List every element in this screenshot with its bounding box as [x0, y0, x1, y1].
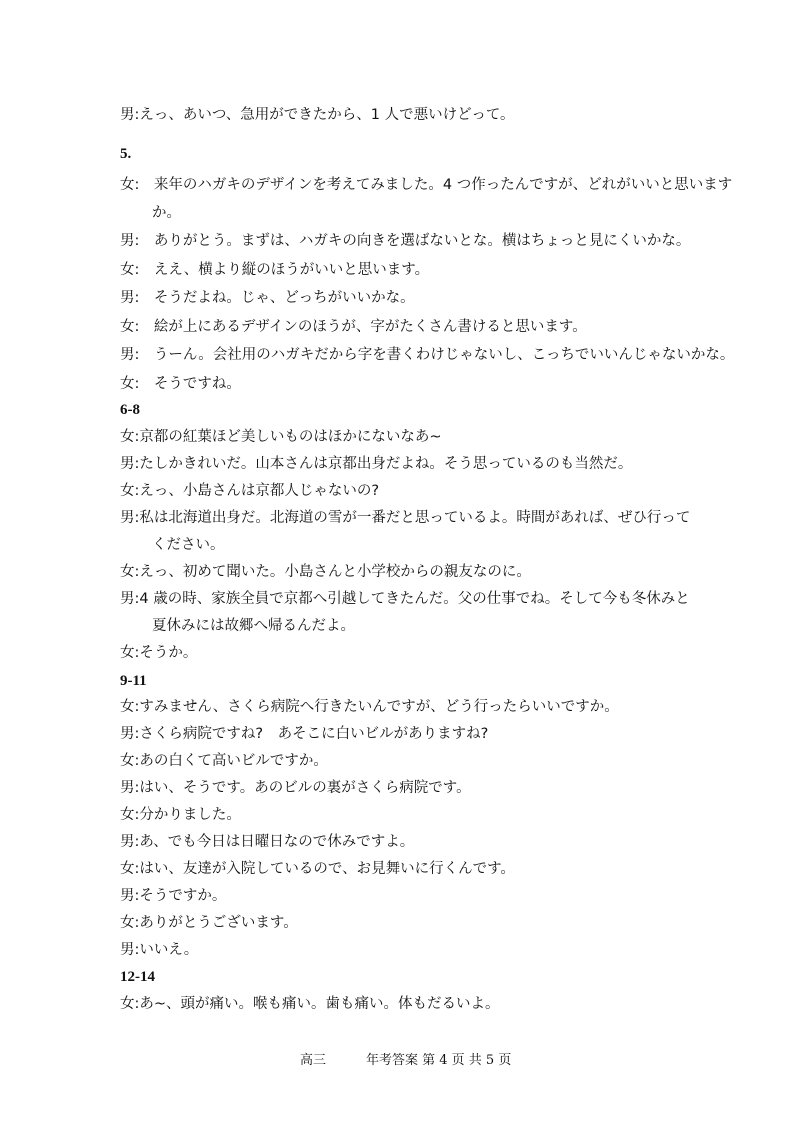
dialogue-line: 男:そうですか。: [120, 888, 227, 904]
section-number: 5.: [120, 146, 132, 162]
dialogue-line: 男:あ、でも今日は日曜日なので休みですよ。: [120, 834, 415, 850]
section-number: 9-11: [120, 673, 147, 689]
dialogue-line: 女:えっ、小島さんは京都人じゃないの?: [120, 483, 380, 499]
dialogue-line: 女:そうか。: [120, 645, 198, 661]
section-number: 12-14: [120, 969, 155, 985]
dialogue-line-continuation: か。: [152, 205, 181, 221]
section-number: 6-8: [120, 402, 140, 418]
dialogue-line: 男:さくら病院ですね? あそこに白いビルがありますね?: [120, 726, 489, 742]
dialogue-line: 女:分かりました。: [120, 807, 241, 823]
dialogue-line: 男:えっ、あいつ、急用ができたから、1 人で悪いけどって。: [120, 107, 515, 123]
dialogue-line-continuation: 夏休みには故郷へ帰るんだよ。: [152, 618, 355, 634]
dialogue-line: 女: そうですね。: [120, 376, 241, 392]
dialogue-line: 男: うーん。会社用のハガキだから字を書くわけじゃないし、こっちでいいんじゃないかな。: [120, 347, 735, 363]
dialogue-line: 女:京都の紅葉ほど美しいものはほかにないなあ~: [120, 429, 442, 445]
dialogue-line: 女: ええ、横より縦のほうがいいと思います。: [120, 262, 430, 278]
dialogue-line: 男: ありがとう。まずは、ハガキの向きを選ばないとな。横はちょっと見にくいかな。: [120, 233, 691, 249]
dialogue-line: 女: 来年のハガキのデザインを考えてみました。4 つ作ったんですが、どれがいいと思います: [120, 177, 733, 193]
dialogue-line: 男:私は北海道出身だ。北海道の雪が一番だと思っているよ。時間があれば、ぜひ行って: [120, 510, 691, 526]
footer-grade: 高三: [300, 1053, 327, 1068]
dialogue-line: 男:いいえ。: [120, 942, 199, 958]
dialogue-line: 女:あの白くて高いビルですか。: [120, 753, 328, 769]
dialogue-line-continuation: ください。: [152, 537, 225, 553]
footer-page-info: 年考答案 第 4 页 共 5 页: [366, 1053, 512, 1068]
dialogue-line: 女:ありがとうございます。: [120, 915, 298, 931]
dialogue-line: 女: 絵が上にあるデザインのほうが、字がたくさん書けると思います。: [120, 319, 587, 335]
dialogue-line: 女:はい、友達が入院しているので、お見舞いに行くんです。: [120, 861, 515, 877]
dialogue-line: 女:あ~、頭が痛い。喉も痛い。歯も痛い。体もだるいよ。: [120, 996, 500, 1012]
dialogue-line: 男:たしかきれいだ。山本さんは京都出身だよね。そう思っているのも当然だ。: [120, 456, 633, 472]
dialogue-line: 女:すみません、さくら病院へ行きたいんですが、どう行ったらいいですか。: [120, 699, 619, 715]
dialogue-line: 男:4 歳の時、家族全員で京都へ引越してきたんだ。父の仕事でね。そして今も冬休みと: [120, 591, 690, 607]
dialogue-line: 男:はい、そうです。あのビルの裏がさくら病院です。: [120, 780, 471, 796]
dialogue-line: 男: そうだよね。じゃ、どっちがいいかな。: [120, 290, 415, 306]
dialogue-line: 女:えっ、初めて聞いた。小島さんと小学校からの親友なのに。: [120, 564, 531, 580]
